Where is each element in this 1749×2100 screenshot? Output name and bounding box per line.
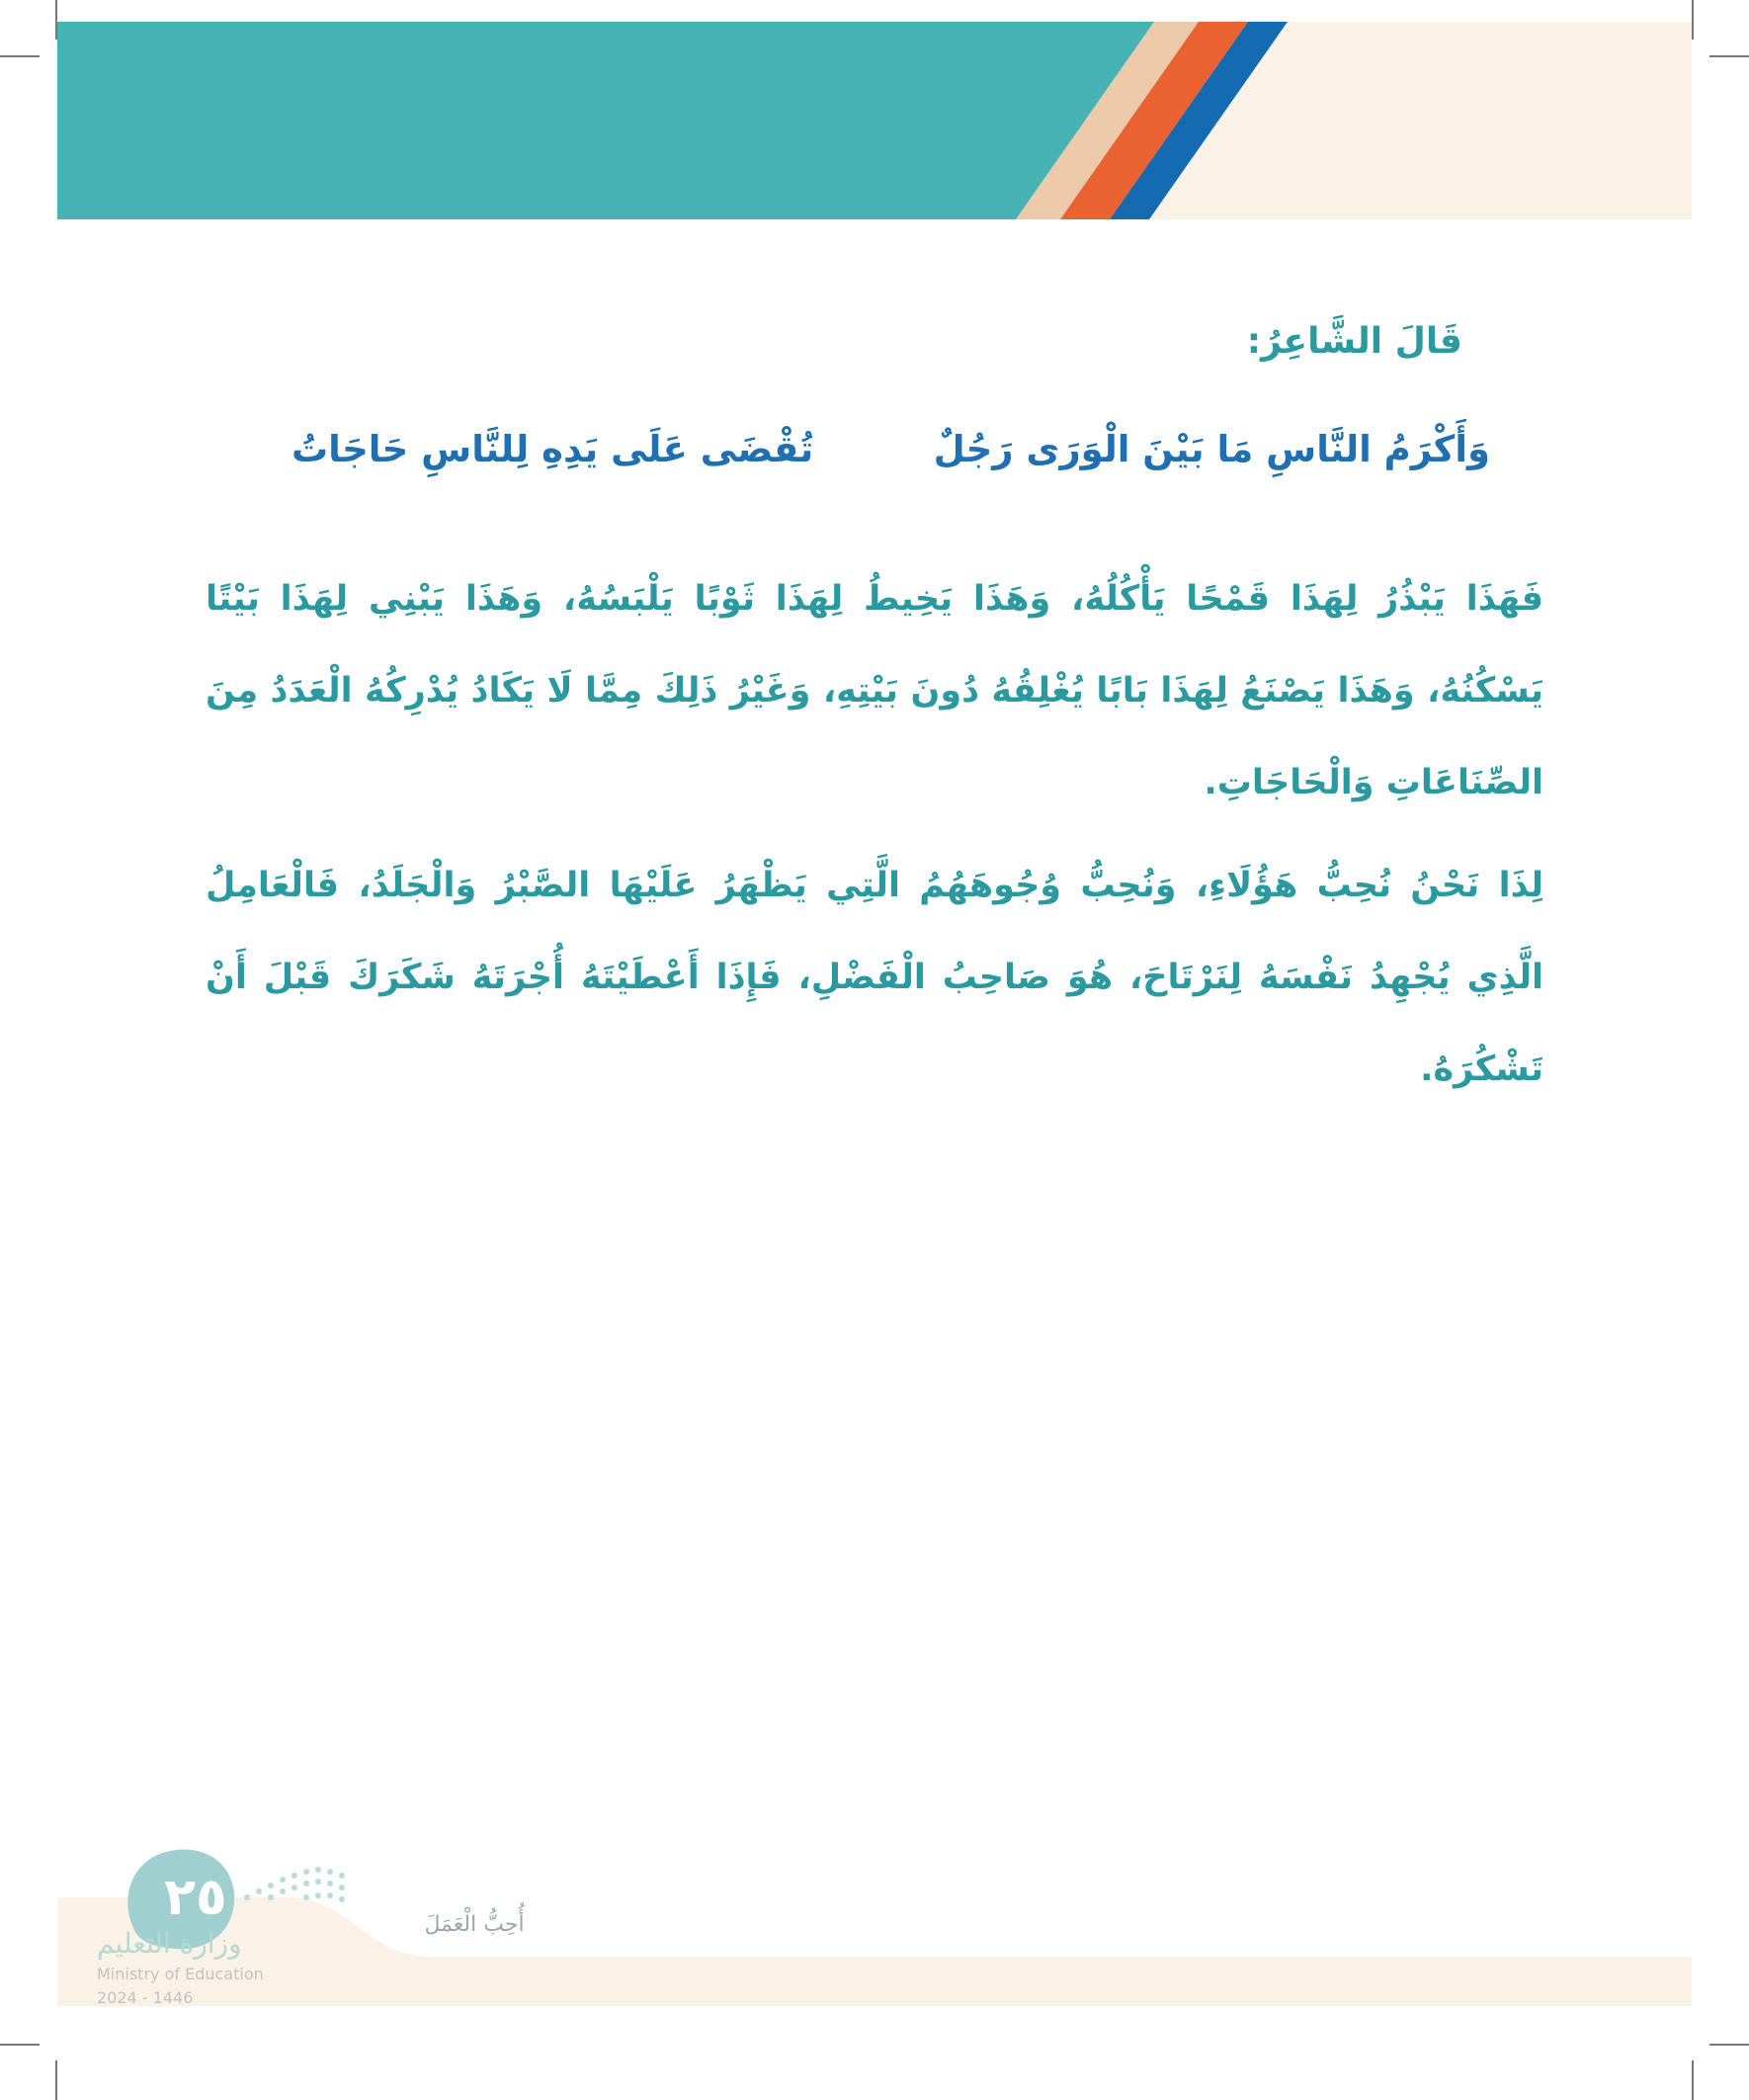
ministry-name-arabic: وزارة التعليم <box>97 1927 242 1960</box>
crop-mark <box>0 55 40 57</box>
crop-mark <box>1692 2060 1694 2100</box>
crop-mark <box>1692 0 1694 40</box>
crop-mark <box>1709 55 1749 57</box>
book-title: أُحِبُّ الْعَمَلَ <box>424 1912 525 1937</box>
paragraph: فَهَذَا يَبْذُرُ لِهَذَا قَمْحًا يَأْكُلُهُ، وَهَذَا يَخِيطُ لِهَذَا ثَوْبًا يَلْبَسُهُ، وَهَذَا يَبْنِي لِهَذَا بَيْتًا يَسْكُنُهُ، وَهَذَا يَصْنَعُ لِهَذَا بَابًا يُغْلِقُهُ دُونَ بَيْتِهِ، وَغَيْرُ ذَلِكَ مِمَّا لَا يَكَادُ يُدْرِكُهُ الْعَدَدُ مِنَ الصِّنَاعَاتِ وَالْحَاجَاتِ. <box>206 579 1543 802</box>
verse-first-half: وَأَكْرَمُ النَّاسِ مَا بَيْنَ الْوَرَى رَجُلٌ <box>933 428 1490 470</box>
ministry-logo-dots <box>227 1858 356 1917</box>
page-number: ٢٥ <box>164 1868 227 1927</box>
crop-mark <box>0 2044 40 2046</box>
paragraph: لِذَا نَحْنُ نُحِبُّ هَؤُلَاءِ، وَنُحِبُّ وُجُوهَهُمُ الَّتِي يَظْهَرُ عَلَيْهَا الصَّبْرُ وَالْجَلَدُ، فَالْعَامِلُ الَّذِي يُجْهِدُ نَفْسَهُ لِنَرْتَاحَ، هُوَ صَاحِبُ الْفَضْلِ، فَإِذَا أَعْطَيْتَهُ أُجْرَتَهُ شَكَرَكَ قَبْلَ أَنْ تَشْكُرَهُ. <box>206 866 1543 1089</box>
verse-second-half: تُقْضَى عَلَى يَدِهِ لِلنَّاسِ حَاجَاتُ <box>292 428 814 470</box>
ministry-name-english: Ministry of Education <box>97 1965 264 1983</box>
edition-year: 2024 - 1446 <box>97 1988 194 2007</box>
poet-intro: قَالَ الشَّاعِرُ: <box>1246 321 1462 362</box>
crop-mark <box>55 2060 57 2100</box>
header-banner <box>57 22 1692 219</box>
crop-mark <box>1709 2044 1749 2046</box>
